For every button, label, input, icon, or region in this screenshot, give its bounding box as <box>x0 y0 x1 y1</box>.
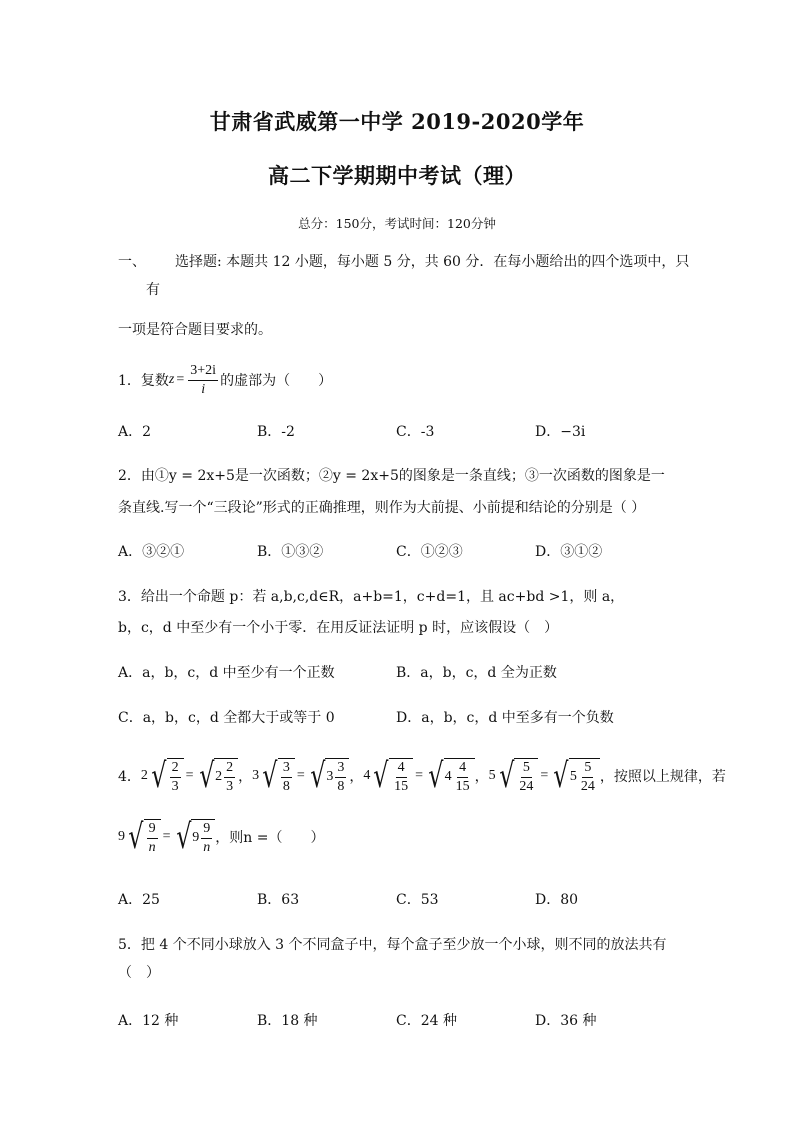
q1-fraction-den: i <box>201 381 206 397</box>
q4-general-term: 9 √ $\frac{9}{n}$ = √ 9 $\frac{9}{n}$ <box>118 819 215 855</box>
q3-option-c[interactable]: C．a，b，c，d 全都大于或等于 0 <box>118 710 335 726</box>
q5-option-b[interactable]: B．18 种 <box>257 1013 318 1029</box>
q4-term-3-left-radical: √ $\frac{4}{15}$ <box>370 758 413 794</box>
section-instructions-cont: 一项是符合题目要求的。 <box>118 322 272 338</box>
question-3-line2: b，c，d 中至少有一个小于零．在用反证法证明 p 时，应该假设（ ） <box>118 620 559 636</box>
q1-fraction-num: 3+2i <box>188 364 218 381</box>
q1-equals: = <box>176 372 185 387</box>
q2-option-b[interactable]: B．①③② <box>257 544 324 560</box>
question-3-line1: 3．给出一个命题 p：若 a,b,c,d∈R，a+b=1，c+d=1，且 ac+bd >1，则 a， <box>118 589 625 605</box>
q2-option-a[interactable]: A．③②① <box>118 544 185 560</box>
q4-term-4: 5 √ $\frac{5}{24}$ = √ 5 $\frac{5}{24}$ <box>489 758 600 794</box>
section-number: 一、 <box>118 254 146 270</box>
question-2-line1: 2．由①y = 2x+5是一次函数；②y = 2x+5的图象是一条直线；③一次函数的图象是一 <box>118 468 665 484</box>
q4-term-1-left-radical: √ $\frac{2}{3}$ <box>148 758 184 794</box>
q2-option-d[interactable]: D．③①② <box>535 544 603 560</box>
q4-option-c[interactable]: C．53 <box>396 892 439 908</box>
q4-term-2-left-radical: √ $\frac{3}{8}$ <box>259 758 295 794</box>
question-4-line1: 4． 2 √ $\frac{2}{3}$ = √ 2 $\frac{2}{3}$ ， 3 √ $\frac{3}{8}$ = √ 3 $\frac{3}{8}$ ， 4 √ $\frac{4}{15}$ = √ 4 $\frac{4}{15}$ ， 5 √ $\frac{5}{24}$ = √ 5 $\frac{5}{24}$ ，按照以上规律，若 <box>118 756 726 796</box>
q4-term-1: 2 √ $\frac{2}{3}$ = √ 2 $\frac{2}{3}$ <box>141 758 238 794</box>
q3-option-d[interactable]: D．a，b，c，d 中至多有一个负数 <box>396 710 614 726</box>
exam-meta: 总分：150分，考试时间：120分钟 <box>298 216 496 231</box>
q4-term-1-den: 3 <box>171 778 179 794</box>
q4-prefix: 4． <box>118 769 141 785</box>
q4-option-b[interactable]: B．63 <box>257 892 300 908</box>
q4-general-left-radical: √ $\frac{9}{n}$ <box>125 819 161 855</box>
q1-option-b[interactable]: B．-2 <box>257 424 295 440</box>
q4-line2-suffix: ，则n =（ ） <box>215 830 325 846</box>
page-title-line2: 高二下学期期中考试（理） <box>268 163 526 188</box>
q5-option-c[interactable]: C．24 种 <box>396 1013 457 1029</box>
q4-term-4-right-radical: √ 5 $\frac{5}{24}$ <box>550 758 600 794</box>
q4-term-3-right-radical: √ 4 $\frac{4}{15}$ <box>425 758 475 794</box>
q4-term-2: 3 √ $\frac{3}{8}$ = √ 3 $\frac{3}{8}$ <box>252 758 349 794</box>
question-2-line2: 条直线.写一个“三段论”形式的正确推理，则作为大前提、小前提和结论的分别是（ ） <box>118 500 646 516</box>
q1-variable: z <box>168 372 175 387</box>
q4-sep: ， <box>238 769 253 785</box>
q4-term-1-k: 2 <box>140 768 148 783</box>
q5-option-a[interactable]: A．12 种 <box>118 1013 179 1029</box>
q4-suffix: ，按照以上规律，若 <box>599 769 726 785</box>
q5-option-d[interactable]: D．36 种 <box>535 1013 597 1029</box>
q4-general-right-radical: √ 9 $\frac{9}{n}$ <box>173 819 216 855</box>
q1-prefix: 1．复数 <box>118 373 169 389</box>
question-1-stem <box>118 358 332 402</box>
question-5-line2: （ ） <box>118 965 160 981</box>
q3-option-b[interactable]: B．a，b，c，d 全为正数 <box>396 665 557 681</box>
q4-term-4-left-radical: √ $\frac{5}{24}$ <box>496 758 539 794</box>
q4-option-d[interactable]: D．80 <box>535 892 579 908</box>
q1-option-c[interactable]: C．-3 <box>396 424 435 440</box>
q1-option-d[interactable]: D．−3i <box>535 424 586 440</box>
section-instructions-wrap: 有 <box>146 282 160 298</box>
q3-option-a[interactable]: A．a，b，c，d 中至少有一个正数 <box>118 665 335 681</box>
section-instructions: 选择题: 本题共 12 小题，每小题 5 分，共 60 分．在每小题给出的四个选项中，只 <box>175 254 690 270</box>
q4-term-3: 4 √ $\frac{4}{15}$ = √ 4 $\frac{4}{15}$ <box>363 758 474 794</box>
q2-option-c[interactable]: C．①②③ <box>396 544 463 560</box>
q1-fraction <box>188 364 218 397</box>
q4-term-2-right-radical: √ 3 $\frac{3}{8}$ <box>307 758 350 794</box>
q4-option-a[interactable]: A．25 <box>118 892 160 908</box>
question-5-line1: 5．把 4 个不同小球放入 3 个不同盒子中，每个盒子至少放一个小球，则不同的放法共有 <box>118 937 667 953</box>
q4-term-1-right-radical: √ 2 $\frac{2}{3}$ <box>196 758 239 794</box>
q4-general-k: 9 <box>118 829 125 844</box>
question-4-line2 <box>118 811 324 863</box>
page-title-line1: 甘肃省武威第一中学 2019-2020学年 <box>209 109 585 134</box>
q1-suffix: 的虚部为（ ） <box>220 373 333 389</box>
q4-term-1-num: 2 <box>170 761 181 778</box>
q1-option-a[interactable]: A．2 <box>118 424 152 440</box>
